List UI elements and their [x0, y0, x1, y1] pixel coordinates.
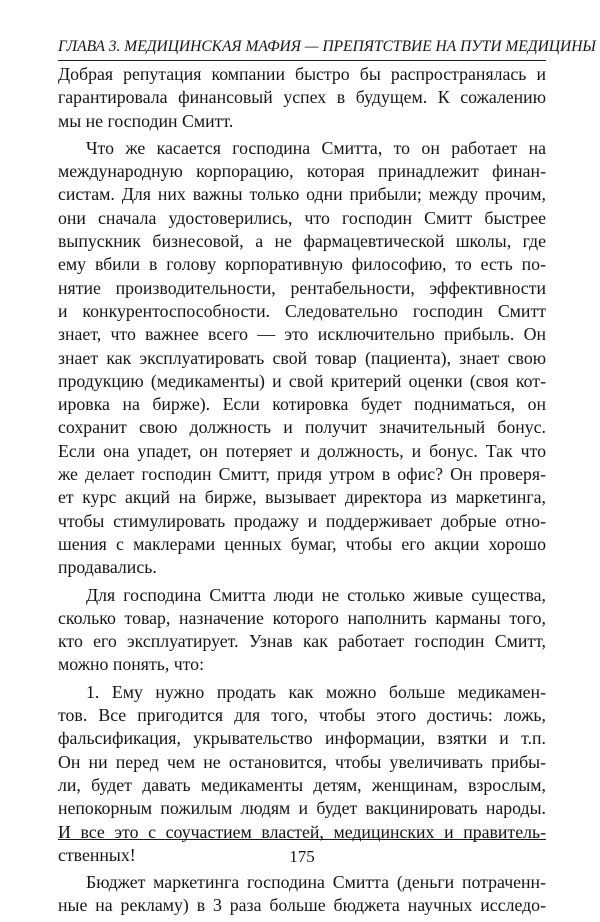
text-line: и конкурентоспособности. Следовательно господин Смитт [58, 300, 546, 321]
text-line: Он ни перед чем не остановится, чтобы увеличивать прибы- [58, 751, 546, 772]
text-line: И все это с соучастием властей, медицинских и правитель- [58, 821, 546, 842]
text-line: шения с маклерами ценных бумаг, чтобы его акции хорошо [58, 533, 546, 554]
text-line: ет курс акций на бирже, вызывает директора из маркетинга, [58, 487, 546, 508]
text-line: кто его эксплуатирует. Узнав как работает господин Смитт, [58, 631, 546, 652]
text-line: сохранит свою должность и получит значительный бонус. [58, 417, 546, 438]
text-line: 1. Ему нужно продать как можно больше медикамен- [86, 681, 546, 702]
text-line: непокорным пожилым людям и будет вакцинировать народы. [58, 798, 546, 819]
text-line: же делает господин Смитт, придя утром в офис? Он проверя- [58, 464, 546, 485]
text-line: знает, что важнее всего — это исключительно прибыль. Он [58, 324, 546, 345]
text-line: ему вбили в голову корпоративную философию, то есть по- [58, 254, 546, 275]
paragraph [58, 584, 546, 677]
text-line: ные на рекламу) в 3 раза больше бюджета научных исследо- [58, 895, 546, 916]
text-line: ственных! [58, 844, 136, 865]
paragraph [58, 871, 546, 918]
text-line: тов. Все пригодится для того, чтобы этого достичь: ложь, [58, 705, 546, 726]
text-line: ировка на бирже). Если котировка будет подниматься, он [58, 394, 546, 415]
paragraph [58, 137, 546, 580]
text-line: ли, будет давать медикаменты детям, женщинам, взрослым, [58, 774, 546, 795]
text-line: Для господина Смитта люди не столько живые существа, [86, 584, 546, 605]
text-line: чтобы стимулировать продажу и поддерживает добрые отно- [58, 510, 546, 531]
text-line: Добрая репутация компании быстро бы распространялась и [58, 64, 546, 84]
text-line: Если она упадет, он потеряет и должность, и бонус. Так что [58, 440, 546, 461]
paragraph [58, 63, 546, 133]
text-line: Что же касается господина Смитта, то он работает на [86, 137, 546, 158]
text-line: нятие производительности, рентабельности, эффективности [58, 277, 546, 298]
text-line: можно понять, что: [58, 654, 205, 675]
footer-rule [58, 839, 546, 840]
text-line: Бюджет маркетинга господина Смитта (деньги потраченн- [86, 872, 546, 893]
text-line: продавались. [58, 557, 157, 578]
text-line: систам. Для них важны только одни прибыли; между прочим, [58, 184, 546, 205]
text-line: международную корпорацию, которая принадлежит финан- [58, 161, 546, 182]
text-line: гарантировала финансовый успех в будущем. К сожалению [58, 87, 546, 108]
header-rule [58, 60, 546, 61]
text-line: сколько товар, назначение которого наполнить карманы того, [58, 607, 546, 628]
text-line: выпускник бизнесовой, а не фармацевтической школы, где [58, 231, 546, 252]
book-page [58, 0, 596, 916]
running-head: ГЛАВА 3. МЕДИЦИНСКАЯ МАФИЯ — ПРЕПЯТСТВИЕ НА ПУТИ МЕДИЦИНЫ [58, 38, 596, 55]
body-text [58, 63, 546, 922]
text-line: фальсификация, укрывательство информации, взятки и т.п. [58, 728, 546, 749]
text-line: продукцию (медикаменты) и свой критерий оценки (своя кот- [58, 370, 546, 391]
text-line: мы не господин Смитт. [58, 110, 234, 131]
page-number: 175 [289, 847, 315, 866]
text-line: они сначала удостоверились, что господин Смитт быстрее [58, 207, 546, 228]
text-line: знает как эксплуатировать свой товар (пациента), знает свою [58, 347, 546, 368]
